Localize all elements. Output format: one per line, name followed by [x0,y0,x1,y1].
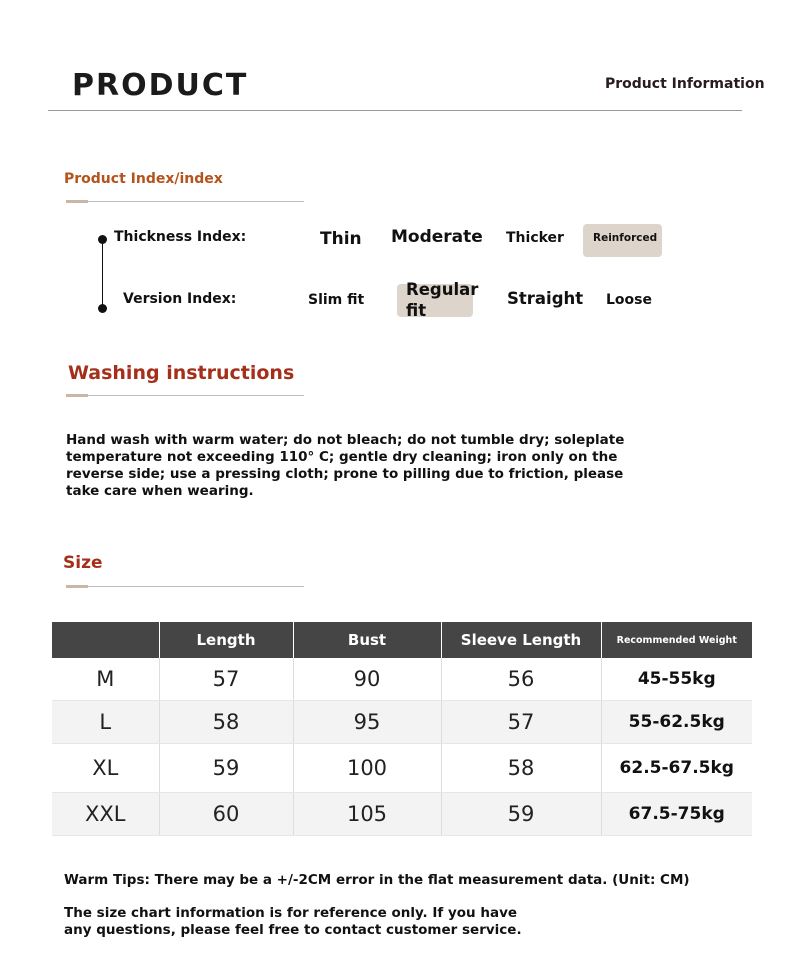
weight-cell: 67.5-75kg [601,793,752,836]
page-title: PRODUCT [72,68,249,103]
table-row [52,701,752,744]
size-header-weight: Recommended Weight [601,622,752,658]
weight-cell: 55-62.5kg [601,701,752,744]
index-heading: Product Index/index [64,171,223,187]
thickness-option-thin: Thin [320,229,362,249]
version-option-straight: Straight [507,289,584,308]
washing-heading-underline [66,395,304,396]
size-cell: L [52,701,159,744]
table-row [52,658,752,701]
thickness-option-thicker: Thicker [506,230,564,246]
length-cell: 57 [159,658,293,701]
size-header-sleeve: Sleeve Length [441,622,601,658]
reference-note: The size chart information is for reference only. If you have any questions, please feel free to contact customer service. [64,905,522,938]
size-cell: XXL [52,793,159,836]
index-heading-underline [66,201,304,202]
washing-text: Hand wash with warm water; do not bleach; do not tumble dry; soleplate temperature not exceeding 110° C; gentle dry cleaning; iron only on the reverse side; use a pressing cloth; prone to pilling due to friction, please take care when wearing. [66,432,625,499]
version-option-loose: Loose [606,292,652,308]
version-option-regular-fit: Regular fit [406,280,479,320]
sleeve-cell: 58 [441,744,601,793]
bust-cell: 90 [293,658,441,701]
index-connector-line [102,240,103,308]
size-header-length: Length [159,622,293,658]
sleeve-cell: 59 [441,793,601,836]
version-bullet-icon [98,304,107,313]
washing-heading-accent [66,394,88,397]
table-row [52,793,752,836]
thickness-option-reinforced: Reinforced [593,232,658,244]
size-table-header-row [52,622,752,658]
thickness-label: Thickness Index: [114,229,247,245]
weight-cell: 62.5-67.5kg [601,744,752,793]
size-heading: Size [63,553,103,573]
size-header-bust: Bust [293,622,441,658]
size-cell: XL [52,744,159,793]
length-cell: 59 [159,744,293,793]
version-label: Version Index: [123,291,237,307]
length-cell: 58 [159,701,293,744]
washing-heading: Washing instructions [68,362,295,384]
size-table [52,622,752,836]
table-row [52,744,752,793]
bust-cell: 100 [293,744,441,793]
page-subtitle: Product Information [605,76,765,92]
size-cell: M [52,658,159,701]
bust-cell: 95 [293,701,441,744]
length-cell: 60 [159,793,293,836]
size-header-blank [52,622,159,658]
thickness-option-moderate: Moderate [391,227,483,247]
size-heading-underline [66,586,304,587]
sleeve-cell: 56 [441,658,601,701]
header-divider [48,110,742,111]
warm-tip: Warm Tips: There may be a +/-2CM error in the flat measurement data. (Unit: CM) [64,872,690,888]
bust-cell: 105 [293,793,441,836]
size-heading-accent [66,585,88,588]
version-option-slim-fit: Slim fit [308,292,365,308]
index-heading-accent [66,200,88,203]
sleeve-cell: 57 [441,701,601,744]
weight-cell: 45-55kg [601,658,752,701]
